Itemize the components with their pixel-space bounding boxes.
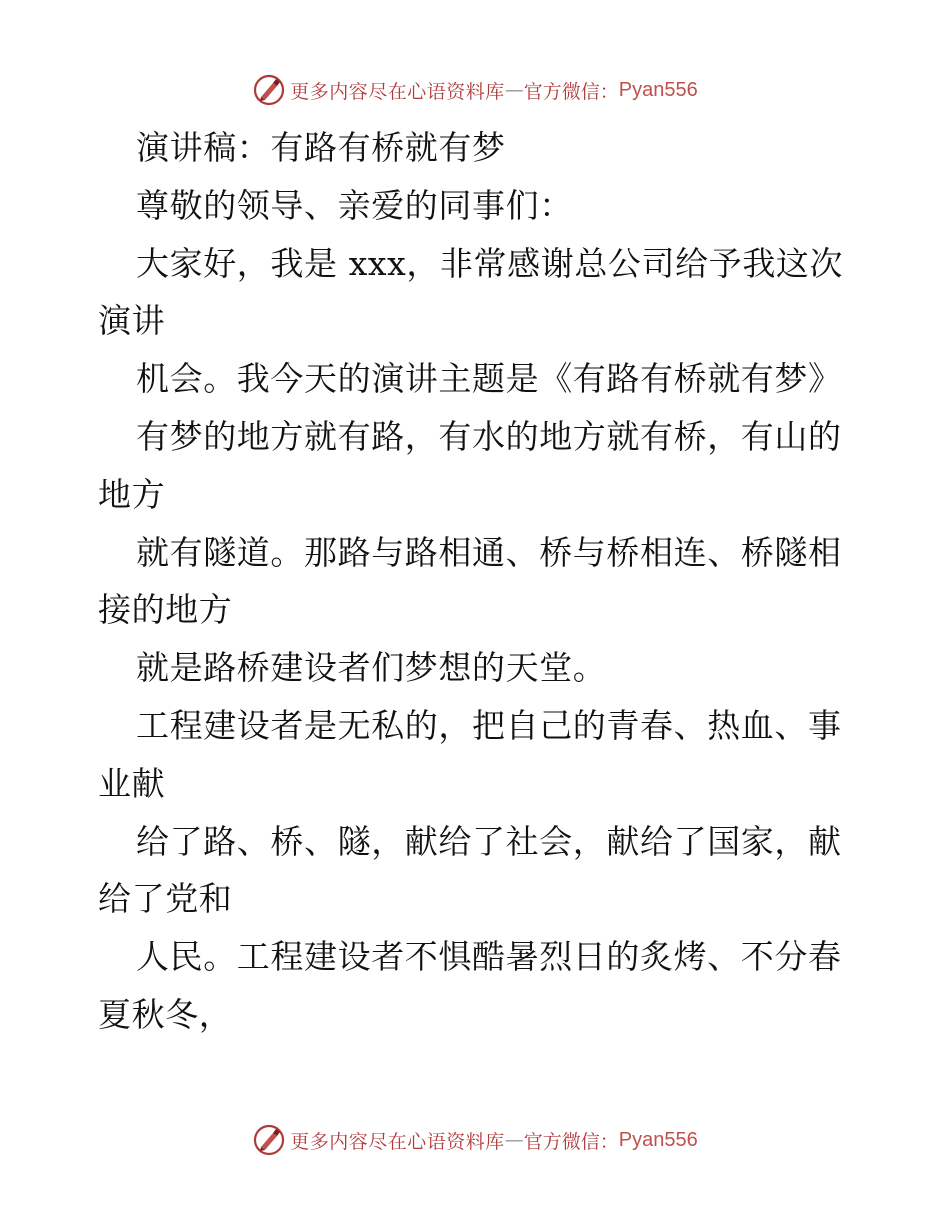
- text-line: 就是路桥建设者们梦想的天堂。: [136, 648, 607, 688]
- document-body: [98, 119, 868, 1044]
- text-line: 给了路、桥、隧，献给了社会，献给了国家，献: [136, 821, 842, 861]
- salutation-line: 尊敬的领导、亲爱的同事们：: [136, 185, 573, 225]
- watermark-site-text: 更多内容尽在心语资料库: [290, 1130, 505, 1153]
- watermark-site-text: 更多内容尽在心语资料库: [290, 80, 505, 103]
- document-title: 演讲稿：有路有桥就有梦: [136, 128, 506, 167]
- watermark-separator: —: [504, 1129, 524, 1151]
- pen-logo-icon: [252, 73, 286, 107]
- text-line: 人民。工程建设者不惧酷暑烈日的炙烤、不分春: [136, 937, 842, 977]
- text-line: 地方: [98, 474, 166, 514]
- header-watermark: [0, 70, 950, 110]
- text-line: 就有隧道。那路与路相通、桥与桥相连、桥隧相: [136, 532, 842, 572]
- text-line: 大家好，我是 xxx，非常感谢总公司给予我这次: [136, 243, 844, 283]
- text-line: 接的地方: [98, 590, 233, 630]
- watermark-wechat-label: 官方微信：: [523, 80, 619, 103]
- text-line: 夏秋冬，: [98, 994, 233, 1034]
- watermark-wechat-label: 官方微信：: [523, 1130, 619, 1153]
- text-line: 工程建设者是无私的，把自己的青春、热血、事: [136, 705, 842, 745]
- watermark-wechat-id: Pyan556: [618, 1128, 698, 1151]
- text-line: 有梦的地方就有路，有水的地方就有桥，有山的: [136, 416, 842, 456]
- watermark-separator: —: [504, 79, 524, 101]
- watermark-wechat-id: Pyan556: [618, 78, 698, 101]
- footer-watermark: [0, 1120, 950, 1160]
- text-line: 演讲: [98, 301, 166, 341]
- pen-logo-icon: [252, 1123, 286, 1157]
- text-line: 机会。我今天的演讲主题是《有路有桥就有梦》: [136, 359, 842, 399]
- text-line: 业献: [98, 763, 166, 803]
- text-line: 给了党和: [98, 879, 233, 919]
